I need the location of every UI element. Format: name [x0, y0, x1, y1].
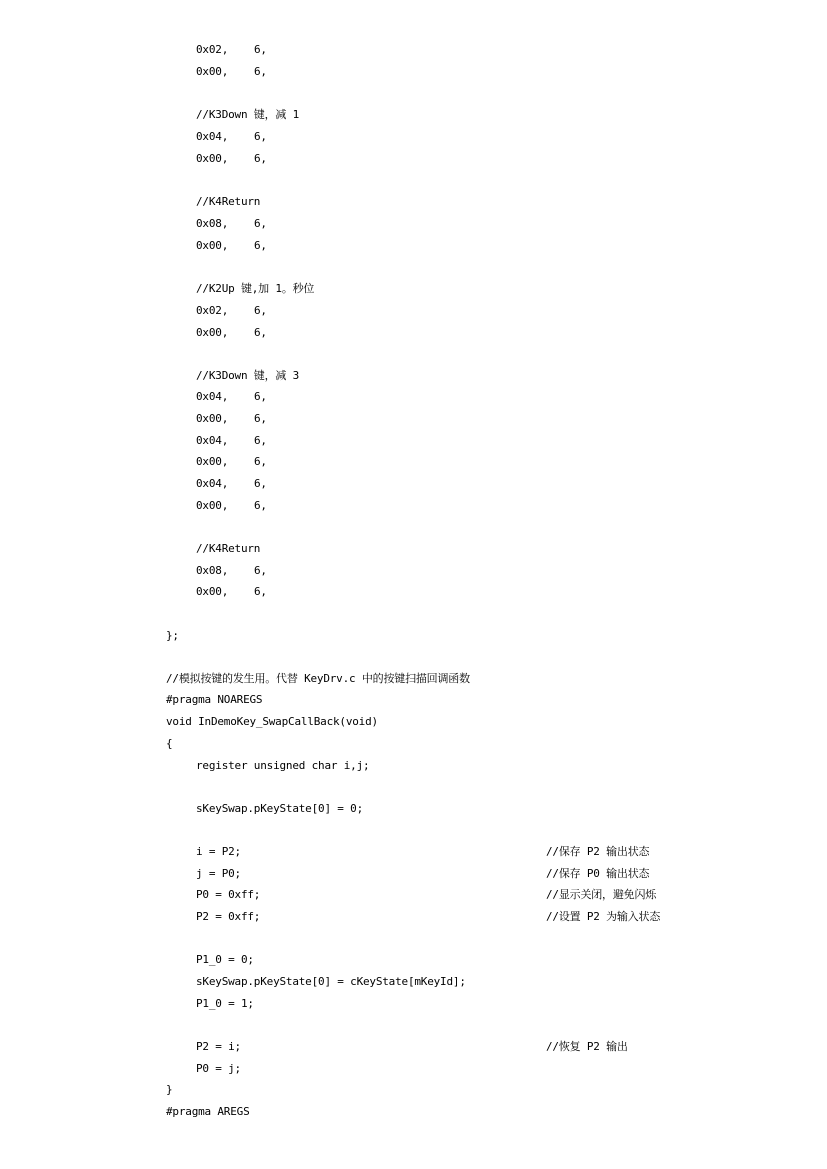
- code-line: 6,: [254, 152, 267, 165]
- code-line: P1_0 = 1;: [196, 997, 254, 1010]
- code-line: 6,: [254, 412, 267, 425]
- code-line: 0x00,: [196, 65, 229, 78]
- code-line: 0x00,: [196, 499, 229, 512]
- code-line: 0x04,: [196, 477, 229, 490]
- code-line: P1_0 = 0;: [196, 953, 254, 966]
- code-line: 6,: [254, 585, 267, 598]
- code-line: 6,: [254, 390, 267, 403]
- code-line: void InDemoKey_SwapCallBack(void): [166, 715, 378, 728]
- code-comment: //K3Down 键，减 3: [196, 369, 300, 382]
- code-line: 0x00,: [196, 455, 229, 468]
- code-line: 0x04,: [196, 434, 229, 447]
- code-comment: //保存 P2 输出状态: [546, 845, 650, 858]
- code-line: P0 = j;: [196, 1062, 241, 1075]
- code-line: P0 = 0xff;: [196, 888, 261, 901]
- code-line: 0x04,: [196, 130, 229, 143]
- code-comment: //K4Return: [196, 542, 261, 555]
- code-comment: //恢复 P2 输出: [546, 1040, 628, 1053]
- code-line: 0x00,: [196, 152, 229, 165]
- code-line: 6,: [254, 326, 267, 339]
- code-line: 0x02,: [196, 304, 229, 317]
- code-line: 0x00,: [196, 326, 229, 339]
- code-line: 6,: [254, 239, 267, 252]
- code-line: 6,: [254, 499, 267, 512]
- code-line: sKeySwap.pKeyState[0] = cKeyState[mKeyId];: [196, 975, 466, 988]
- code-line: P2 = 0xff;: [196, 910, 261, 923]
- code-line: 0x08,: [196, 564, 229, 577]
- code-line: sKeySwap.pKeyState[0] = 0;: [196, 802, 363, 815]
- code-line: 6,: [254, 564, 267, 577]
- code-line: 6,: [254, 477, 267, 490]
- code-line: 0x02,: [196, 43, 229, 56]
- code-comment: //K2Up 键,加 1。秒位: [196, 282, 315, 295]
- code-line: P2 = i;: [196, 1040, 241, 1053]
- code-line: 6,: [254, 304, 267, 317]
- code-line: 6,: [254, 217, 267, 230]
- code-line: #pragma AREGS: [166, 1105, 250, 1118]
- code-line: 6,: [254, 434, 267, 447]
- code-comment: //保存 P0 输出状态: [546, 867, 650, 880]
- code-line: 6,: [254, 43, 267, 56]
- code-line: 6,: [254, 65, 267, 78]
- code-line: 0x04,: [196, 390, 229, 403]
- code-line: #pragma NOAREGS: [166, 693, 263, 706]
- code-comment: //K3Down 键，减 1: [196, 108, 300, 121]
- code-comment: //设置 P2 为输入状态: [546, 910, 661, 923]
- code-line: register unsigned char i,j;: [196, 759, 370, 772]
- code-comment: //K4Return: [196, 195, 261, 208]
- code-line: };: [166, 629, 179, 642]
- code-comment: //模拟按键的发生用。代替 KeyDrv.c 中的按键扫描回调函数: [166, 672, 470, 685]
- code-line: 6,: [254, 455, 267, 468]
- code-line: 6,: [254, 130, 267, 143]
- code-comment: //显示关闭，避免闪烁: [546, 888, 657, 901]
- code-line: 0x00,: [196, 412, 229, 425]
- code-line: 0x08,: [196, 217, 229, 230]
- code-line: {: [166, 737, 173, 750]
- code-line: i = P2;: [196, 845, 241, 858]
- code-line: j = P0;: [196, 867, 241, 880]
- code-line: 0x00,: [196, 239, 229, 252]
- code-line: }: [166, 1083, 173, 1096]
- code-line: 0x00,: [196, 585, 229, 598]
